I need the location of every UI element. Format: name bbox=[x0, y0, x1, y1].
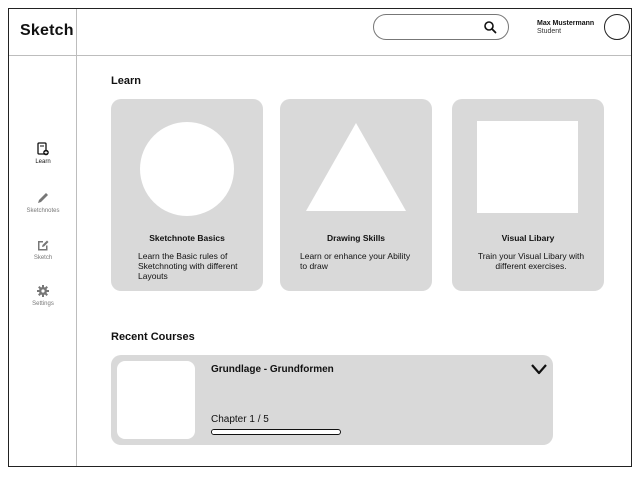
learn-icon bbox=[36, 142, 50, 156]
user-name: Max Mustermann bbox=[537, 20, 595, 27]
course-chapter: Chapter 1 / 5 bbox=[211, 414, 269, 425]
sidebar bbox=[9, 9, 77, 466]
avatar[interactable] bbox=[604, 14, 630, 40]
learn-section-title: Learn bbox=[111, 75, 141, 87]
triangle-shape bbox=[304, 121, 408, 213]
card-description: Train your Visual Libary with different exercises. bbox=[477, 251, 585, 271]
search-icon[interactable] bbox=[483, 20, 497, 34]
gear-icon bbox=[36, 284, 50, 298]
card-description: Learn or enhance your Ability to draw bbox=[300, 251, 411, 271]
search-box[interactable] bbox=[373, 14, 509, 40]
recent-courses-title: Recent Courses bbox=[111, 331, 195, 343]
app-logo: Sketch bbox=[20, 22, 74, 39]
sidebar-item-label: Sketch bbox=[33, 255, 53, 261]
card-title: Sketchnote Basics bbox=[149, 233, 225, 243]
sidebar-item-learn[interactable] bbox=[9, 142, 77, 165]
course-card-drawing-skills[interactable] bbox=[280, 99, 432, 291]
header-divider bbox=[77, 55, 631, 56]
chevron-down-icon[interactable] bbox=[531, 363, 547, 375]
pencil-icon bbox=[36, 191, 50, 205]
square-shape bbox=[477, 121, 578, 213]
sidebar-item-label: Settings bbox=[32, 301, 54, 307]
sidebar-divider bbox=[9, 55, 77, 56]
course-thumbnail bbox=[117, 361, 195, 439]
search-input[interactable] bbox=[384, 20, 488, 36]
course-card-sketchnote-basics[interactable] bbox=[111, 99, 263, 291]
card-description: Learn the Basic rules of Sketchnoting with different Layouts bbox=[138, 251, 238, 281]
edit-icon bbox=[36, 238, 50, 252]
card-title: Visual Libary bbox=[501, 233, 555, 243]
course-progress-bar bbox=[211, 429, 341, 435]
sidebar-item-settings[interactable] bbox=[9, 284, 77, 307]
sidebar-item-label: Learn bbox=[35, 159, 51, 165]
sidebar-item-sketchnotes[interactable] bbox=[9, 191, 77, 214]
app-frame bbox=[8, 8, 632, 467]
recent-course-item[interactable] bbox=[111, 355, 553, 445]
sidebar-item-label: Sketchnotes bbox=[26, 208, 60, 214]
sidebar-item-sketch[interactable] bbox=[9, 238, 77, 261]
course-title: Grundlage - Grundformen bbox=[211, 364, 334, 375]
course-progress-fill bbox=[212, 430, 238, 434]
card-title: Drawing Skills bbox=[326, 233, 386, 243]
circle-shape bbox=[139, 121, 235, 217]
user-role: Student bbox=[537, 28, 562, 35]
course-card-visual-libary[interactable] bbox=[452, 99, 604, 291]
